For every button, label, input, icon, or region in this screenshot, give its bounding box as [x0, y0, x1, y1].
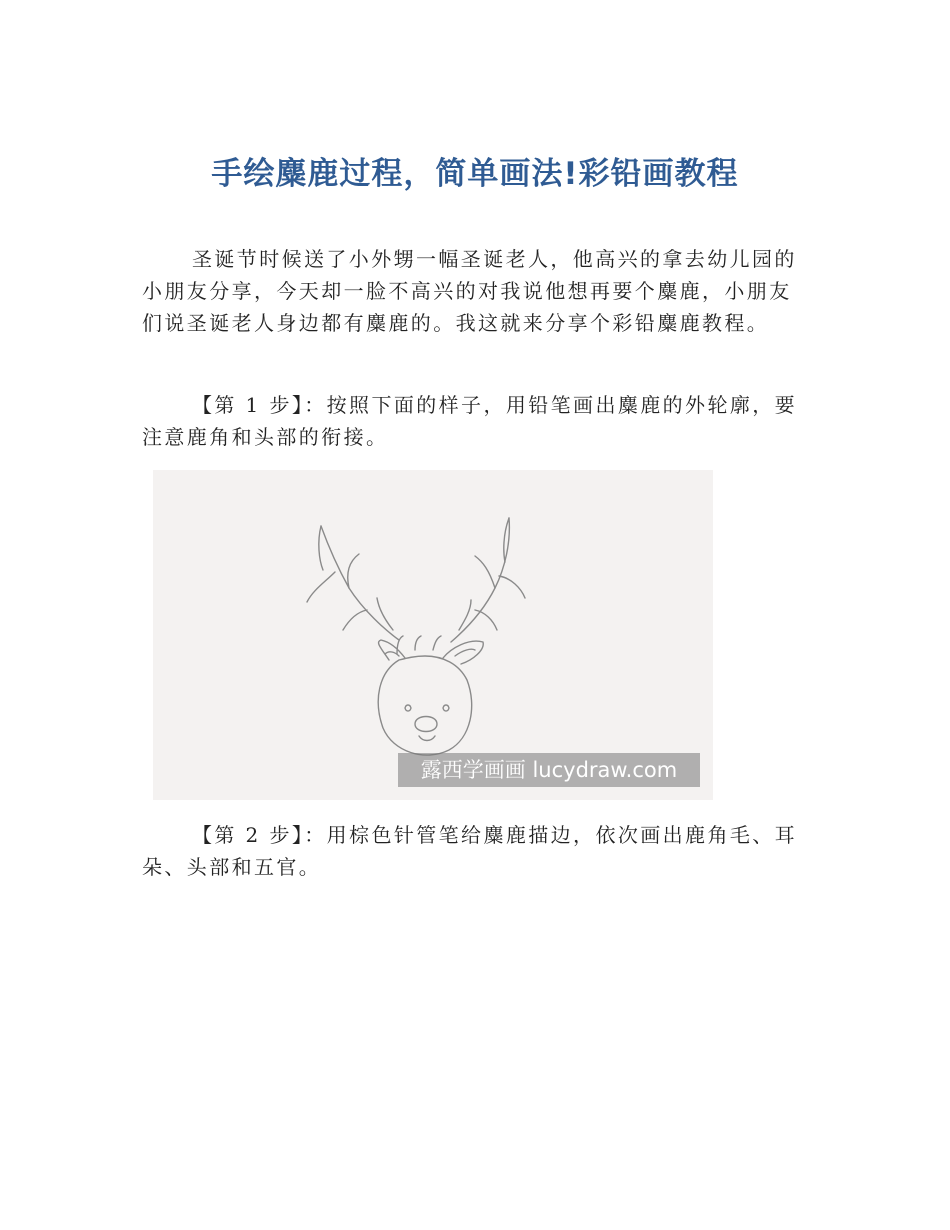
watermark-label: 露西学画画 lucydraw.com	[398, 753, 700, 787]
page-title: 手绘麋鹿过程，简单画法!彩铅画教程	[211, 156, 739, 192]
step-2-paragraph: 【第 2 步】：用棕色针管笔给麋鹿描边，依次画出鹿角毛、耳朵、头部和五官。	[142, 823, 798, 879]
step-1-image	[153, 470, 713, 800]
intro-paragraph: 圣诞节时候送了小外甥一幅圣诞老人，他高兴的拿去幼儿园的小朋友分享，今天却一脸不高兴的对我说他想再要个麋鹿，小朋友们说圣诞老人身边都有麋鹿的。我这就来分享个彩铅麋鹿教程。	[142, 247, 797, 335]
step-1-paragraph: 【第 1 步】：按照下面的样子，用铅笔画出麋鹿的外轮廓，要注意鹿角和头部的衔接。	[142, 393, 798, 449]
reindeer-pencil-sketch	[153, 470, 713, 800]
